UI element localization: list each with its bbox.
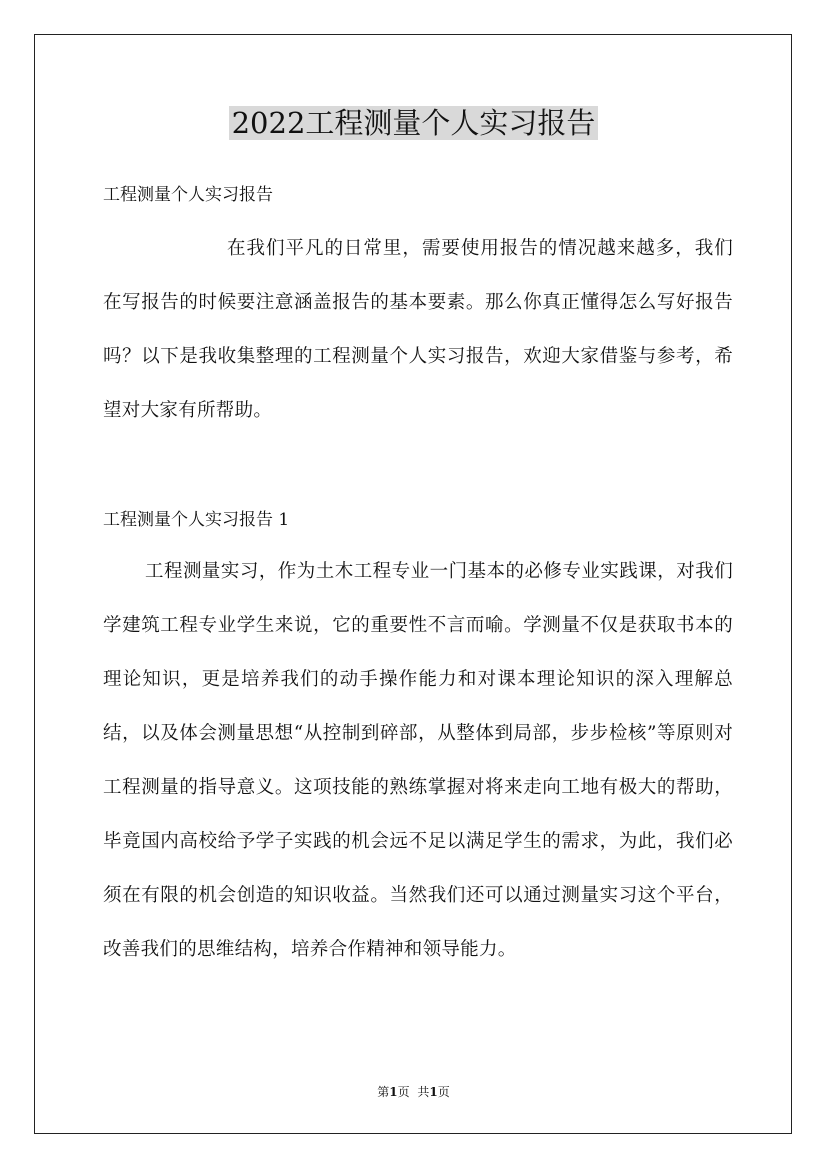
document-title [0, 103, 827, 143]
total-label-suffix: 页 [437, 1085, 450, 1099]
section-1-paragraph: 工程测量实习，作为土木工程专业一门基本的必修专业实践课，对我们学建筑工程专业学生来说，它的重要性不言而喻。学测量不仅是获取书本的理论知识，更是培养我们的动手操作能力和对课本理论知识的深入理解总结，以及体会测量思想“从控制到碎部，从整体到局部，步步检核”等原则对工程测量的指导意义。这项技能的熟练掌握对将来走向工地有极大的帮助，毕竟国内高校给予学子实践的机会远不足以满足学生的需求，为此，我们必须在有限的机会创造的知识收益。当然我们还可以通过测量实习这个平台，改善我们的思维结构，培养合作精神和领导能力。 [103, 561, 733, 960]
total-label-prefix: 共 [417, 1085, 430, 1099]
section-1-heading: 工程测量个人实习报告 1 [103, 510, 290, 530]
total-pages: 1 [429, 1085, 438, 1099]
page-label-suffix: 页 [397, 1085, 410, 1099]
page-footer [0, 1084, 827, 1100]
page-number: 1 [389, 1085, 398, 1099]
document-subtitle: 工程测量个人实习报告 [103, 185, 273, 205]
intro-paragraph: 在我们平凡的日常里，需要使用报告的情况越来越多，我们在写报告的时候要注意涵盖报告的基本要素。那么你真正懂得怎么写好报告吗？以下是我收集整理的工程测量个人实习报告，欢迎大家借鉴与参考，希望对大家有所帮助。 [103, 238, 733, 421]
page-label-prefix: 第 [377, 1085, 390, 1099]
document-title-text: 2022工程测量个人实习报告 [229, 106, 599, 140]
